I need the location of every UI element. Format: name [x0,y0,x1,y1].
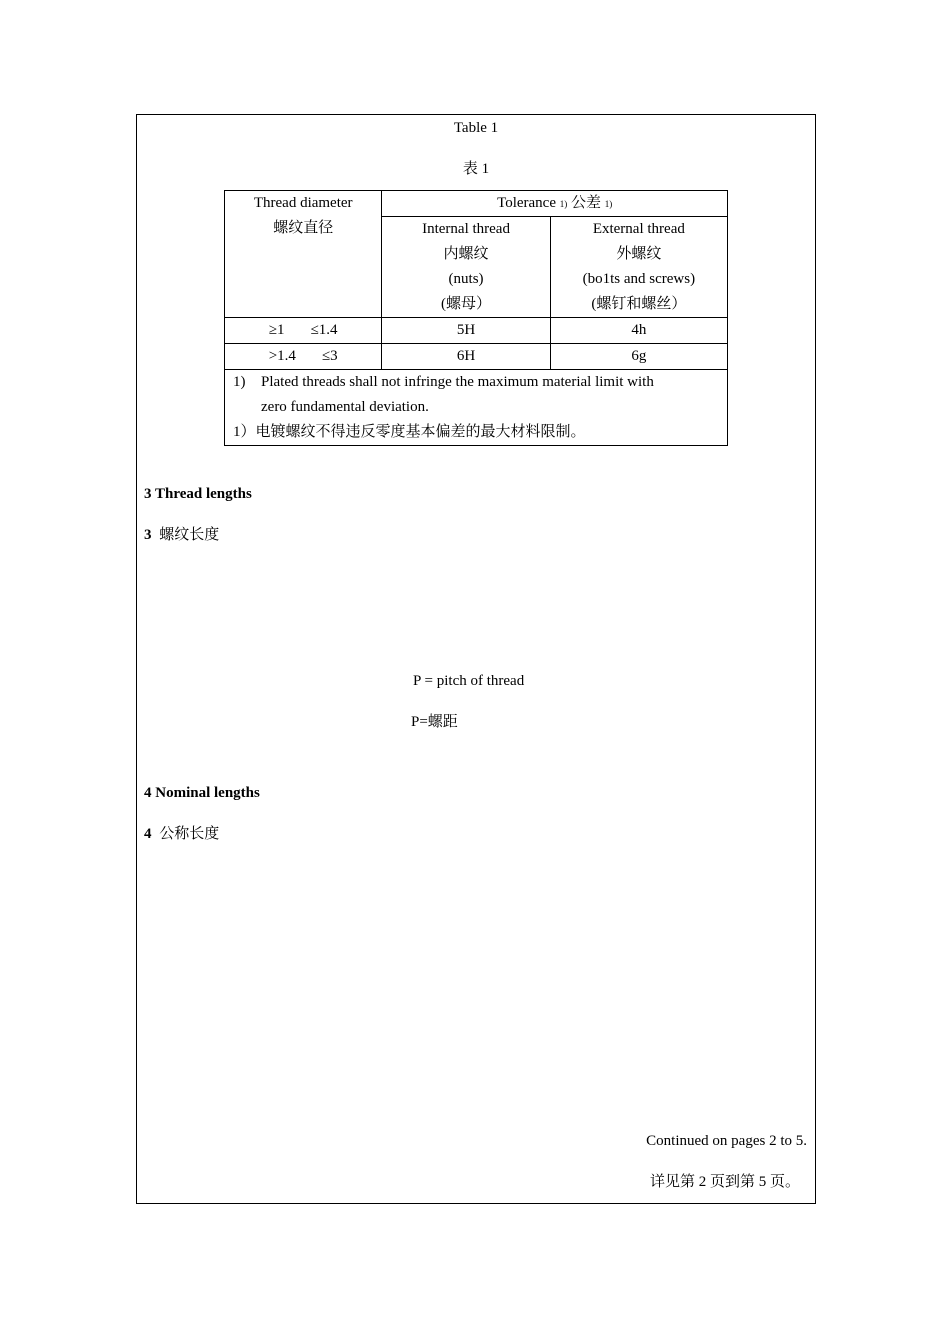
row-external: 6g [550,344,727,370]
header-external-en: External thread [592,221,685,237]
header-external-zh: 外螺纹 [616,246,662,262]
row-diameter-from: ≥1 [268,322,285,338]
tolerance-table [224,190,728,446]
continued-note-zh: 详见第 2 页到第 5 页。 [649,1174,800,1190]
header-tolerance-sup: 1) [559,199,568,209]
section3-heading-zh-number: 3 [144,527,152,543]
footnote-en-line2: zero fundamental deviation. [261,399,429,415]
table-caption-zh: 表 1 [462,161,490,177]
footnote-en-line1: Plated threads shall not infringe the maximum material limit with [261,374,654,390]
header-internal-sub-zh: (螺母） [441,296,492,312]
footnote-zh: 1）电镀螺纹不得违反零度基本偏差的最大材料限制。 [233,424,586,440]
header-internal [382,217,550,318]
section4-heading-zh [144,822,219,843]
table-caption-en: Table 1 [453,120,499,136]
footnote-number: 1) [233,374,246,390]
section4-heading-zh-text: 公称长度 [159,826,220,842]
header-tolerance-zh-sup: 1) [604,199,613,209]
header-external [550,217,727,318]
continued-note-en: Continued on pages 2 to 5. [646,1133,807,1149]
section4-heading-zh-number: 4 [144,826,152,842]
header-internal-en: Internal thread [422,221,510,237]
header-diameter [225,191,382,318]
section3-heading-zh [144,523,219,544]
table-row [225,344,728,370]
row-external: 4h [550,318,727,344]
pitch-legend-en: P = pitch of thread [413,673,525,689]
row-diameter [225,344,382,370]
row-internal: 5H [382,318,550,344]
section4-heading-en: 4 Nominal lengths [144,785,260,801]
section3-heading-zh-text: 螺纹长度 [159,527,220,543]
table-footnote [225,370,728,446]
row-diameter [225,318,382,344]
header-diameter-en: Thread diameter [253,195,353,211]
header-internal-sub-en: (nuts) [448,271,484,287]
header-diameter-zh: 螺纹直径 [273,220,334,236]
table-row [225,318,728,344]
row-diameter-to: ≤3 [321,348,338,364]
header-tolerance-en: Tolerance [497,195,557,211]
section3-heading-en: 3 Thread lengths [144,486,252,502]
row-internal: 6H [382,344,550,370]
pitch-legend-zh: P=螺距 [411,714,458,730]
header-tolerance [382,191,728,217]
row-diameter-from: >1.4 [268,348,296,364]
header-tolerance-zh: 公差 [571,195,602,211]
header-external-sub-zh: (螺钉和螺丝） [591,296,687,312]
row-diameter-to: ≤1.4 [310,322,338,338]
header-internal-zh: 内螺纹 [443,246,489,262]
header-external-sub-en: (bo1ts and screws) [582,271,696,287]
